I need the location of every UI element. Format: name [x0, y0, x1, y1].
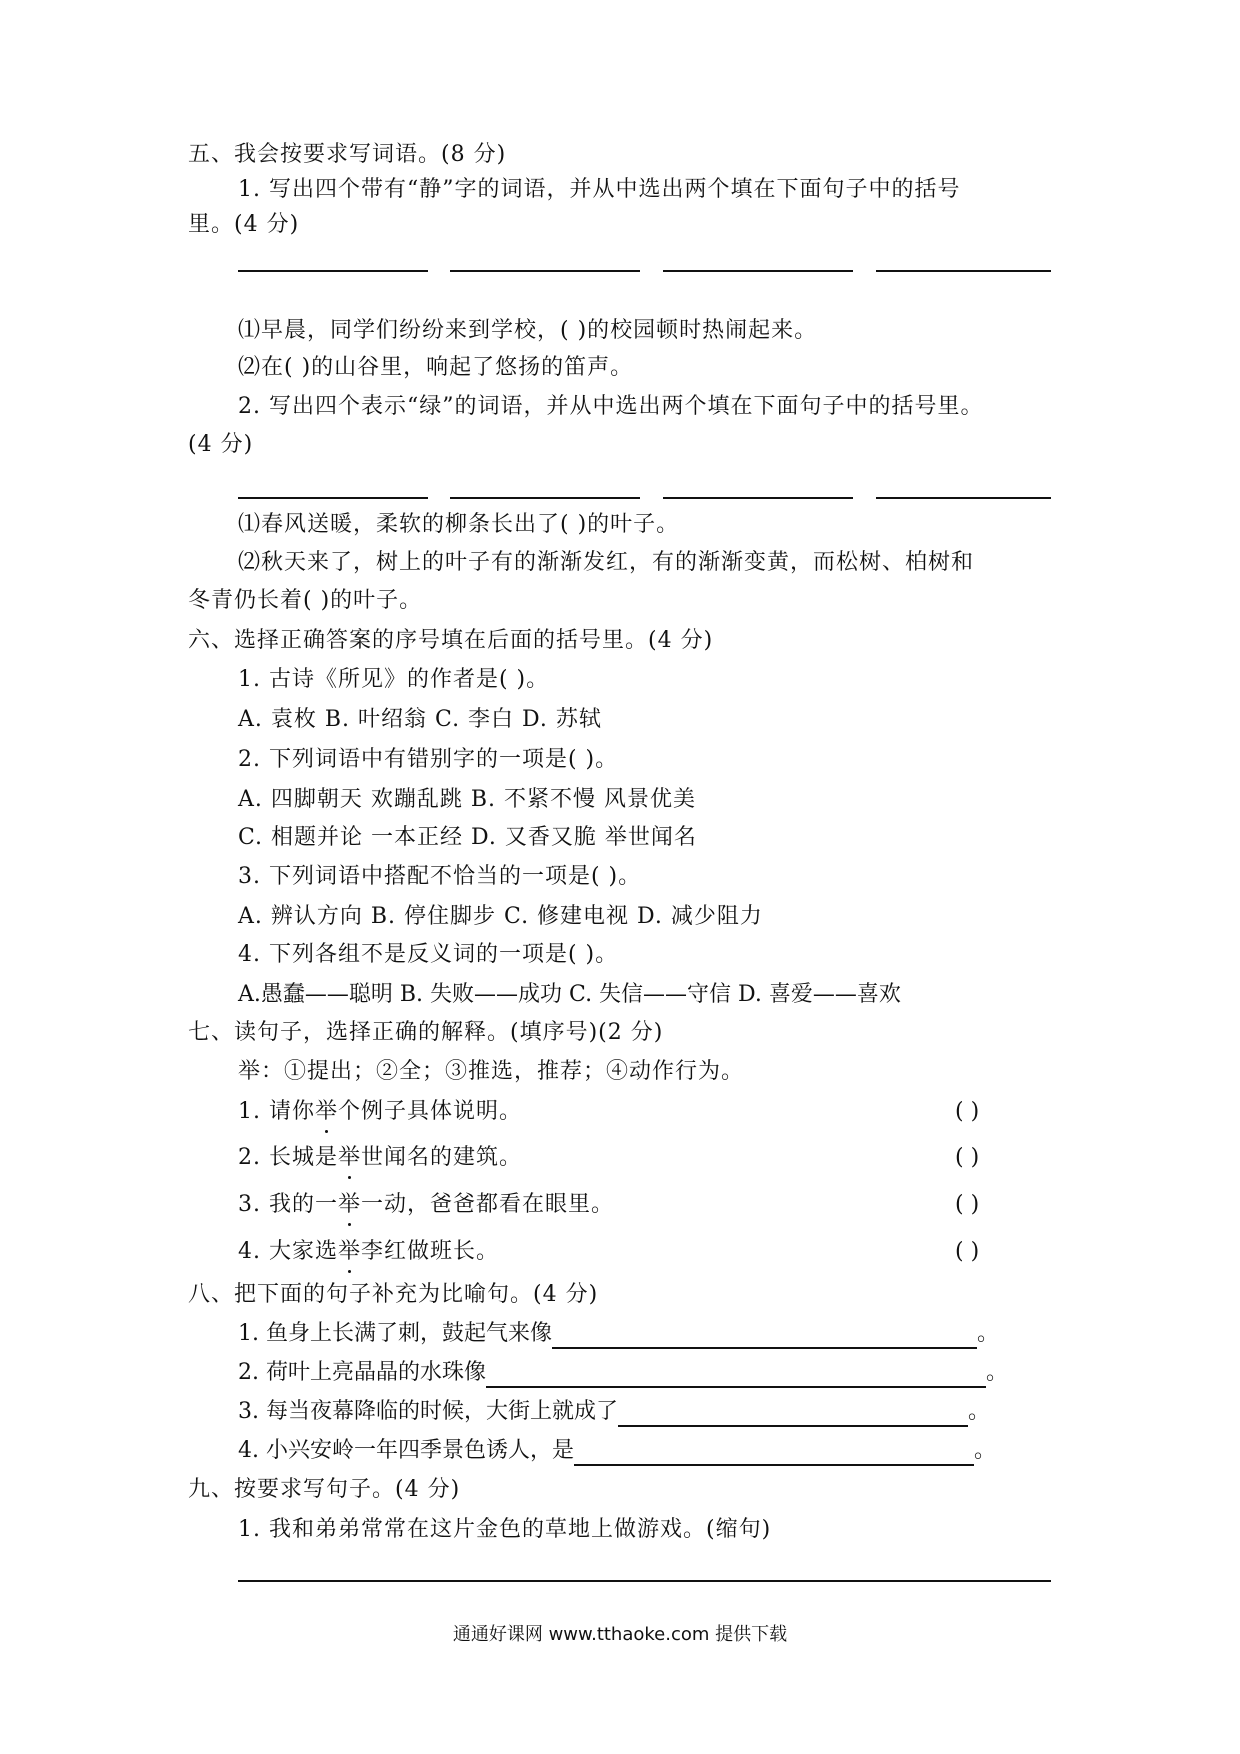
dotted-char: 举	[315, 1097, 338, 1127]
sec6-q1-options: A. 袁枚 B. 叶绍翁 C. 李白 D. 苏轼	[238, 707, 602, 732]
item-text: 2. 长城是	[238, 1145, 338, 1170]
item-text: 2. 荷叶上亮晶晶的水珠像	[238, 1360, 486, 1385]
sec7-definitions: 举：①提出；②全；③推选，推荐；④动作行为。	[238, 1059, 745, 1084]
section-7-title: 七、读句子，选择正确的解释。(填序号)(2 分)	[188, 1020, 664, 1045]
section-6-title: 六、选择正确答案的序号填在后面的括号里。(4 分)	[188, 628, 714, 653]
item-text: 4. 大家选	[238, 1239, 338, 1264]
sec6-q2-options-ab: A. 四脚朝天 欢蹦乱跳 B. 不紧不慢 风景优美	[238, 787, 697, 812]
dotted-char: 举	[338, 1143, 361, 1173]
dotted-char: 举	[338, 1190, 361, 1220]
sec7-item-4	[238, 1237, 499, 1267]
answer-paren[interactable]: ( )	[955, 1099, 980, 1124]
answer-blank[interactable]	[238, 270, 428, 272]
page-footer: 通通好课网 www.tthaoke.com 提供下载	[452, 1624, 788, 1645]
period: 。	[968, 1399, 991, 1424]
sec6-q1: 1. 古诗《所见》的作者是( )。	[238, 667, 550, 692]
item-text: 世闻名的建筑。	[361, 1145, 523, 1170]
sec5-q2-text-cont: (4 分)	[188, 432, 254, 457]
sec6-q4: 4. 下列各组不是反义词的一项是( )。	[238, 942, 619, 967]
sec8-item-4	[238, 1436, 996, 1466]
item-text: 个例子具体说明。	[338, 1099, 523, 1124]
answer-blank[interactable]	[450, 497, 640, 499]
sec6-q3: 3. 下列词语中搭配不恰当的一项是( )。	[238, 864, 642, 889]
sec5-q2-sentence-2-cont: 冬青仍长着( )的叶子。	[188, 588, 423, 613]
sec6-q3-options: A. 辨认方向 B. 停住脚步 C. 修建电视 D. 减少阻力	[238, 904, 763, 929]
fill-line[interactable]	[486, 1364, 986, 1388]
item-text: 一动，爸爸都看在眼里。	[361, 1192, 615, 1217]
sec7-item-2	[238, 1143, 522, 1173]
answer-paren[interactable]: ( )	[955, 1145, 980, 1170]
item-text: 3. 每当夜幕降临的时候，大街上就成了	[238, 1399, 618, 1424]
period: 。	[974, 1438, 997, 1463]
period: 。	[976, 1321, 999, 1346]
sec6-q4-options: A.愚蠢——聪明 B. 失败——成功 C. 失信——守信 D. 喜爱——喜欢	[238, 982, 901, 1007]
sec5-q1-text-cont: 里。(4 分)	[188, 212, 300, 237]
item-text: 1. 请你	[238, 1099, 315, 1124]
answer-blank[interactable]	[663, 497, 853, 499]
sec5-q1-text: 1. 写出四个带有“静”字的词语，并从中选出两个填在下面句子中的括号	[238, 177, 961, 202]
sec8-item-1	[238, 1319, 999, 1349]
sec6-q2: 2. 下列词语中有错别字的一项是( )。	[238, 747, 619, 772]
period: 。	[985, 1360, 1008, 1385]
answer-blank[interactable]	[238, 497, 428, 499]
section-5-title: 五、我会按要求写词语。(8 分)	[188, 142, 507, 167]
sec5-q1-sentence-2: ⑵在( )的山谷里，响起了悠扬的笛声。	[238, 355, 634, 380]
item-text: 4. 小兴安岭一年四季景色诱人，是	[238, 1438, 574, 1463]
sec5-q2-sentence-2: ⑵秋天来了，树上的叶子有的渐渐发红，有的渐渐变黄，而松树、柏树和	[238, 550, 975, 575]
sec7-item-1	[238, 1097, 522, 1127]
sec8-item-3	[238, 1397, 990, 1427]
answer-blank[interactable]	[663, 270, 853, 272]
sec5-q2-sentence-1: ⑴春风送暖，柔软的柳条长出了( )的叶子。	[238, 512, 680, 537]
answer-blank[interactable]	[876, 270, 1051, 272]
fill-line[interactable]	[552, 1325, 977, 1349]
fill-line[interactable]	[574, 1442, 974, 1466]
sec8-item-2	[238, 1358, 1008, 1388]
item-text: 李红做班长。	[361, 1239, 500, 1264]
answer-blank[interactable]	[450, 270, 640, 272]
item-text: 1. 鱼身上长满了刺，鼓起气来像	[238, 1321, 552, 1346]
sec6-q2-options-cd: C. 相题并论 一本正经 D. 又香又脆 举世闻名	[238, 825, 697, 850]
sec5-q1-sentence-1: ⑴早晨，同学们纷纷来到学校，( )的校园顿时热闹起来。	[238, 318, 818, 343]
sec7-item-3	[238, 1190, 614, 1220]
answer-blank[interactable]	[876, 497, 1051, 499]
sec9-q1: 1. 我和弟弟常常在这片金色的草地上做游戏。(缩句)	[238, 1517, 772, 1542]
item-text: 3. 我的一	[238, 1192, 338, 1217]
answer-line[interactable]	[238, 1580, 1051, 1582]
answer-paren[interactable]: ( )	[955, 1192, 980, 1217]
section-8-title: 八、把下面的句子补充为比喻句。(4 分)	[188, 1282, 599, 1307]
sec5-q2-text: 2. 写出四个表示“绿”的词语，并从中选出两个填在下面句子中的括号里。	[238, 394, 984, 419]
section-9-title: 九、按要求写句子。(4 分)	[188, 1477, 461, 1502]
answer-paren[interactable]: ( )	[955, 1239, 980, 1264]
fill-line[interactable]	[618, 1403, 968, 1427]
dotted-char: 举	[338, 1237, 361, 1267]
